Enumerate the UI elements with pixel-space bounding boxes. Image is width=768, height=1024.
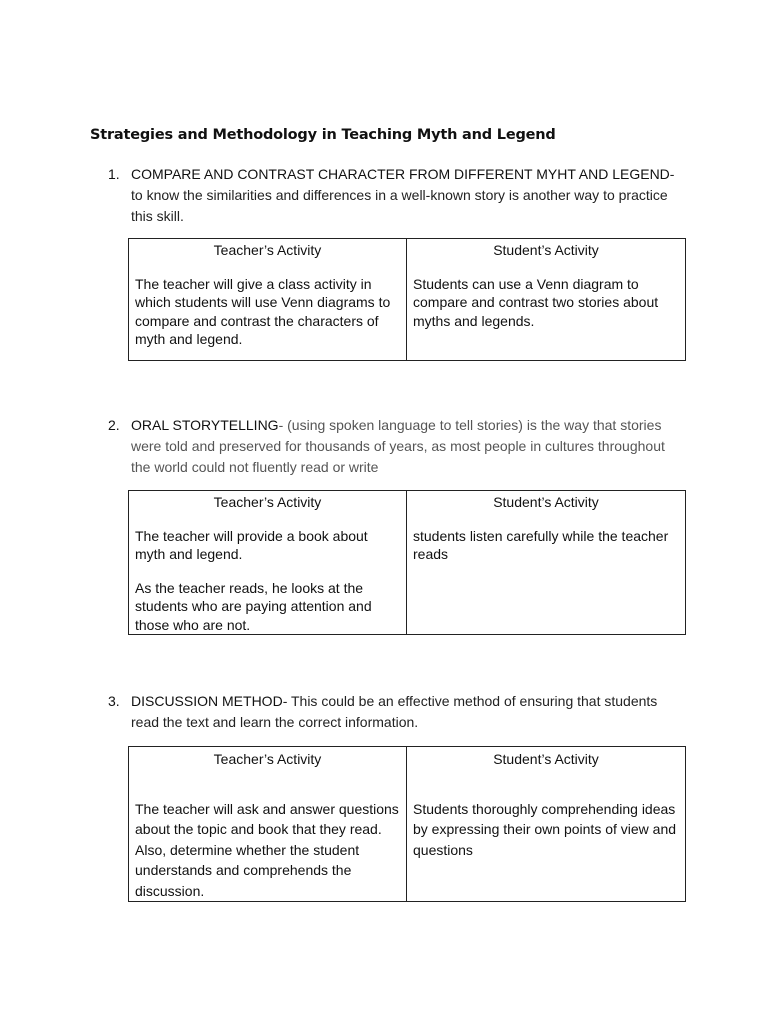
document-title: Strategies and Methodology in Teaching Myth and Legend [90,127,556,143]
teacher-activity-header: Teacher’s Activity [213,242,322,258]
section-heading: ORAL STORYTELLING [131,417,279,433]
student-activity-header: Student’s Activity [493,751,599,767]
teacher-activity-cell [129,239,407,361]
section-description: - This could be an effective method of ensuring that students read the text and learn the correct information. [131,693,658,730]
section-1 [108,164,688,227]
teacher-activity-cell [129,747,407,902]
teacher-activity-text: The teacher will provide a book about myth and legend. [135,527,368,562]
student-activity-text: Students can use a Venn diagram to compare and contrast two stories about myths and legends. [413,275,659,329]
section-text [131,691,688,733]
teacher-activity-header: Teacher’s Activity [213,494,322,510]
section-description: - to know the similarities and differences in a well-known story is another way to practice this skill. [131,166,675,224]
student-activity-cell [407,491,686,635]
activity-table-3 [128,746,686,902]
teacher-activity-header: Teacher’s Activity [213,751,322,767]
activity-table-1 [128,238,686,361]
section-heading: COMPARE AND CONTRAST CHARACTER FROM DIFFERENT MYHT AND LEGEND [131,166,670,182]
student-activity-text: Students thoroughly comprehending ideas by expressing their own points of view and questions [413,800,677,858]
student-activity-header: Student’s Activity [493,494,599,510]
activity-table-2 [128,490,686,635]
teacher-activity-cell [129,491,407,635]
section-description: - (using spoken language to tell stories) is the way that stories were told and preserved for thousands of years, as most people in cultures throughout the world could not fluently read or write [131,417,665,475]
section-heading: DISCUSSION METHOD [131,693,283,709]
teacher-activity-text: As the teacher reads, he looks at the students who are paying attention and those who are not. [135,579,372,633]
section-3 [108,691,688,733]
section-2 [108,415,688,478]
teacher-activity-text: The teacher will give a class activity in which students will use Venn diagrams to compare and contrast the characters of myth and legend. [135,275,391,347]
section-text [131,415,688,478]
student-activity-text: students listen carefully while the teacher reads [413,527,669,562]
section-number: 1. [108,166,120,182]
student-activity-header: Student’s Activity [493,242,599,258]
student-activity-cell [407,239,686,361]
teacher-activity-text: The teacher will ask and answer questions about the topic and book that they read. Also, determine whether the student understands and comprehends the discussion. [135,800,399,899]
student-activity-cell [407,747,686,902]
section-text [131,164,688,227]
section-number: 2. [108,417,120,433]
section-number: 3. [108,693,120,709]
